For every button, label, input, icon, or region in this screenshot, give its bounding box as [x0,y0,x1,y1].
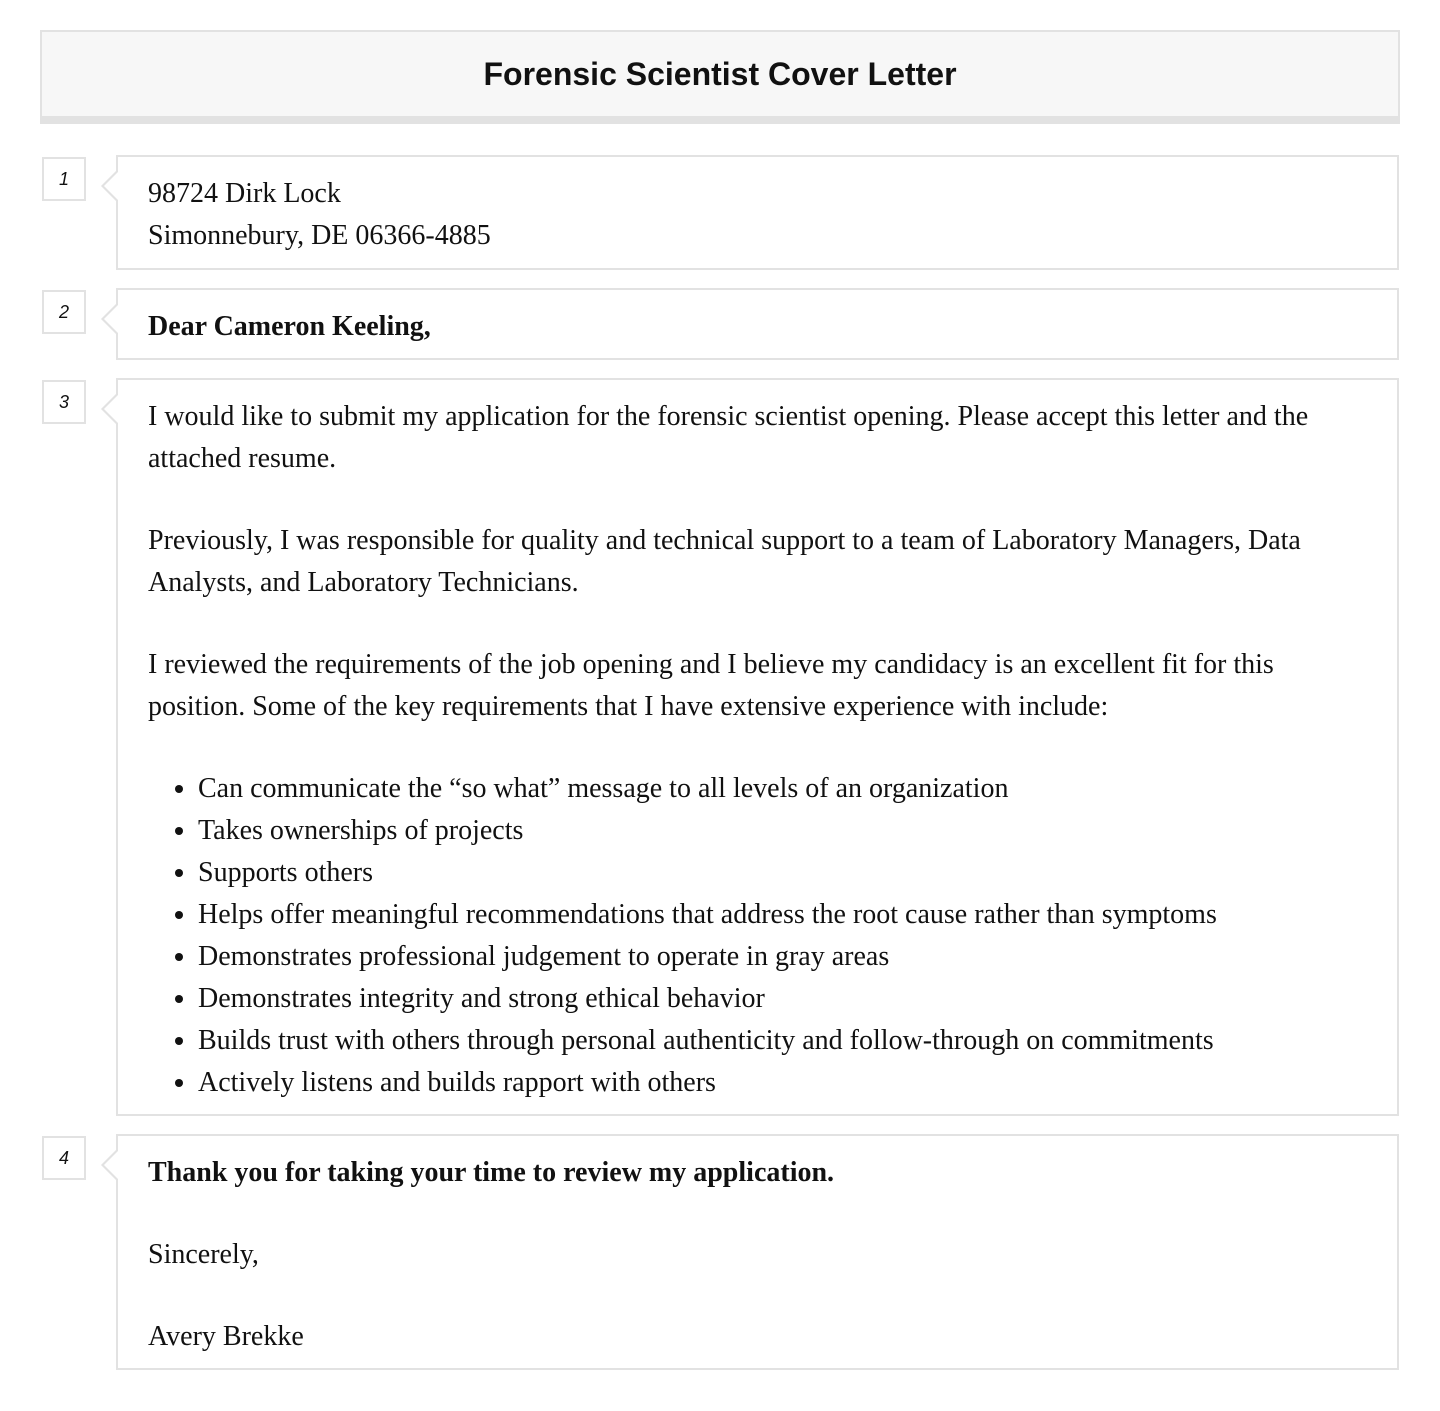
signature-name: Avery Brekke [148,1321,304,1352]
list-item: • Demonstrates integrity and strong ethical behavior [198,978,1367,1020]
list-item: • Supports others [198,852,1367,894]
section-number-2: 2 [42,290,86,334]
section-number-4: 4 [42,1136,86,1180]
body-paragraph-3: I reviewed the requirements of the job opening and I believe my candidacy is an excellent fit for this position. Some of the key requirements that I have extensive experience with include: [148,649,1274,722]
salutation-section [116,288,1399,360]
list-item: • Demonstrates professional judgement to operate in gray areas [198,936,1367,978]
closing-section [116,1134,1399,1370]
address-line-1: 98724 Dirk Lock [148,178,341,209]
requirements-list [148,768,1367,1104]
body-paragraph-2: Previously, I was responsible for quality and technical support to a team of Laboratory Managers, Data Analysts, and Laboratory Technicians. [148,525,1301,598]
salutation: Dear Cameron Keeling, [148,311,431,342]
section-number-3: 3 [42,380,86,424]
body-paragraph-1: I would like to submit my application for the forensic scientist opening. Please accept this letter and the attached resume. [148,401,1309,474]
list-item: • Helps offer meaningful recommendations that address the root cause rather than symptoms [198,894,1367,936]
address-section [116,155,1399,270]
body-section [116,378,1399,1116]
list-item: • Takes ownerships of projects [198,810,1367,852]
signoff: Sincerely, [148,1239,259,1270]
list-item: • Actively listens and builds rapport with others [198,1062,1367,1104]
section-number-1: 1 [42,157,86,201]
list-item: • Builds trust with others through personal authenticity and follow-through on commitments [198,1020,1367,1062]
title-bar [40,30,1400,124]
address-line-2: Simonnebury, DE 06366-4885 [148,220,491,251]
list-item: • Can communicate the “so what” message to all levels of an organization [198,768,1367,810]
closing-statement: Thank you for taking your time to review my application. [148,1157,835,1188]
page-title: Forensic Scientist Cover Letter [483,55,957,92]
